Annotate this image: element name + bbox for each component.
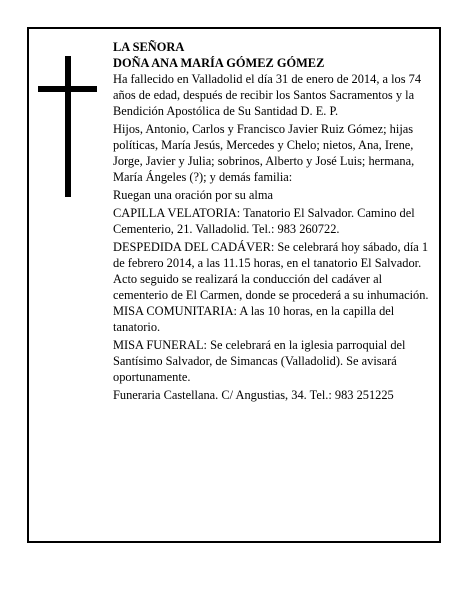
death-announcement: Ha fallecido en Valladolid el día 31 de enero de 2014, a los 74 años de edad, después de recibir los Santos Sacramentos y la Bendición Apostólica de Su Santidad D. E. P. [113,72,422,118]
title-line-1: LA SEÑORA [113,40,185,54]
cross-icon [65,56,71,197]
deceased-name: DOÑA ANA MARÍA GÓMEZ GÓMEZ [113,56,325,70]
funeral-mass-info: MISA FUNERAL: Se celebrará en la iglesia parroquial del Santísimo Salvador, de Simancas (Valladolid). Se avisará oportunamente. [113,338,406,384]
prayer-request: Ruegan una oración por su alma [113,188,273,202]
obituary-text [113,39,435,405]
family-list: Hijos, Antonio, Carlos y Francisco Javier Ruiz Gómez; hijas políticas, María Jesús, Mercedes y Chelo; nietos, Ana, Irene, Jorge, Javier y Julia; sobrinos, Alberto y José Luis; hermana, María Ángeles (?); y demás familia: [113,122,415,184]
funeral-home-info: Funeraria Castellana. C/ Angustias, 34. Tel.: 983 251225 [113,388,394,402]
farewell-info: DESPEDIDA DEL CADÁVER: Se celebrará hoy sábado, día 1 de febrero 2014, a las 11.15 horas, en el tanatorio El Salvador. Acto seguido se realizará la conducción del cadáver al cementerio de El Carmen, donde se procederá a su inhumación. MISA COMUNITARIA: A las 10 horas, en la capilla del tanatorio. [113,240,429,334]
chapel-info: CAPILLA VELATORIA: Tanatorio El Salvador. Camino del Cementerio, 21. Valladolid. Tel.: 983 260722. [113,206,415,236]
cross-icon-bar [38,86,97,92]
